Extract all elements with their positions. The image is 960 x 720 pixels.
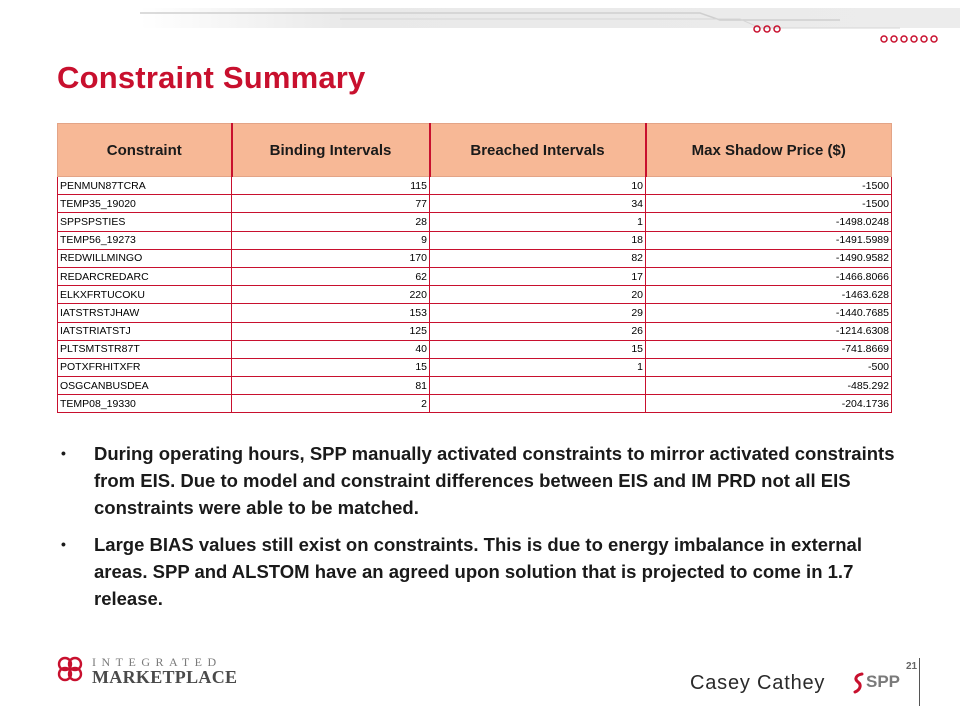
- cell-constraint: ELKXFRTUCOKU: [58, 286, 232, 304]
- cell-breached: 29: [430, 304, 646, 322]
- cell-breached: 18: [430, 231, 646, 249]
- table-row: [58, 195, 892, 213]
- cell-shadow-price: -1463.628: [646, 286, 892, 304]
- bullet-text: During operating hours, SPP manually activated constraints to mirror activated constraints from EIS. Due to model and constraint differences between EIS and IM PRD not all EIS constraints were able to be matched.: [94, 443, 895, 518]
- top-decoration: [140, 6, 960, 32]
- cell-binding: 81: [232, 377, 430, 395]
- cell-breached: 10: [430, 177, 646, 195]
- cell-binding: 115: [232, 177, 430, 195]
- cell-breached: 34: [430, 195, 646, 213]
- table-row: [58, 304, 892, 322]
- spp-logo-text: SPP: [866, 672, 901, 691]
- cell-constraint: REDARCREDARC: [58, 267, 232, 285]
- cell-binding: 2: [232, 395, 430, 413]
- logo-text-bottom: MARKETPLACE: [92, 667, 238, 687]
- cell-shadow-price: -1491.5989: [646, 231, 892, 249]
- header-breached-intervals: Breached Intervals: [430, 124, 646, 177]
- cell-constraint: PENMUN87TCRA: [58, 177, 232, 195]
- cell-binding: 77: [232, 195, 430, 213]
- bullet-dot-icon: •: [61, 445, 66, 461]
- table-row: [58, 177, 892, 195]
- integrated-marketplace-logo: [56, 655, 236, 689]
- cell-constraint: PLTSMTSTR87T: [58, 340, 232, 358]
- cell-constraint: POTXFRHITXFR: [58, 358, 232, 376]
- cell-shadow-price: -1466.8066: [646, 267, 892, 285]
- table-row: [58, 286, 892, 304]
- table-header-row: [58, 124, 892, 177]
- cell-breached: 20: [430, 286, 646, 304]
- cell-shadow-price: -1500: [646, 177, 892, 195]
- cell-binding: 9: [232, 231, 430, 249]
- table-row: [58, 322, 892, 340]
- cell-constraint: TEMP35_19020: [58, 195, 232, 213]
- table-row: [58, 213, 892, 231]
- cell-breached: 17: [430, 267, 646, 285]
- header-max-shadow-price: Max Shadow Price ($): [646, 124, 892, 177]
- spp-logo: [852, 670, 904, 696]
- cell-shadow-price: -1490.9582: [646, 249, 892, 267]
- cell-shadow-price: -1500: [646, 195, 892, 213]
- cell-breached: 26: [430, 322, 646, 340]
- constraint-table: [57, 123, 892, 413]
- cell-binding: 125: [232, 322, 430, 340]
- table-row: [58, 358, 892, 376]
- table-row: [58, 377, 892, 395]
- bullet-item: [57, 531, 897, 612]
- slide-title: Constraint Summary: [57, 60, 366, 95]
- cell-constraint: OSGCANBUSDEA: [58, 377, 232, 395]
- logo-text-top: INTEGRATED: [92, 655, 222, 669]
- spp-logo-icon: [852, 672, 866, 694]
- bullet-dot-icon: •: [61, 536, 66, 552]
- cell-binding: 153: [232, 304, 430, 322]
- cell-breached: 82: [430, 249, 646, 267]
- cell-breached: 15: [430, 340, 646, 358]
- cell-constraint: TEMP08_19330: [58, 395, 232, 413]
- cell-shadow-price: -204.1736: [646, 395, 892, 413]
- cell-binding: 28: [232, 213, 430, 231]
- cell-shadow-price: -500: [646, 358, 892, 376]
- cell-binding: 170: [232, 249, 430, 267]
- table-row: [58, 231, 892, 249]
- cell-binding: 40: [232, 340, 430, 358]
- table-row: [58, 267, 892, 285]
- integrated-marketplace-logo-icon: [56, 655, 84, 683]
- table-row: [58, 249, 892, 267]
- table-row: [58, 395, 892, 413]
- cell-shadow-price: -1498.0248: [646, 213, 892, 231]
- cell-breached: [430, 377, 646, 395]
- cell-shadow-price: -1440.7685: [646, 304, 892, 322]
- cell-constraint: IATSTRSTJHAW: [58, 304, 232, 322]
- bullet-item: [57, 440, 897, 521]
- header-constraint: Constraint: [58, 124, 232, 177]
- cell-binding: 220: [232, 286, 430, 304]
- cell-constraint: REDWILLMINGO: [58, 249, 232, 267]
- cell-constraint: TEMP56_19273: [58, 231, 232, 249]
- cell-binding: 62: [232, 267, 430, 285]
- cell-breached: 1: [430, 358, 646, 376]
- cell-breached: 1: [430, 213, 646, 231]
- cell-shadow-price: -485.292: [646, 377, 892, 395]
- header-binding-intervals: Binding Intervals: [232, 124, 430, 177]
- presenter-name: Casey Cathey: [690, 672, 826, 694]
- table-row: [58, 340, 892, 358]
- cell-breached: [430, 395, 646, 413]
- constraint-table-container: [57, 123, 891, 413]
- page-divider: [919, 658, 920, 706]
- bullet-list: [57, 440, 897, 622]
- cell-binding: 15: [232, 358, 430, 376]
- bullet-text: Large BIAS values still exist on constraints. This is due to energy imbalance in external areas. SPP and ALSTOM have an agreed upon solution that is projected to come in 1.7 release.: [94, 534, 862, 609]
- circuit-decoration-icon: [140, 6, 960, 46]
- cell-constraint: SPPSPSTIES: [58, 213, 232, 231]
- cell-constraint: IATSTRIATSTJ: [58, 322, 232, 340]
- cell-shadow-price: -741.8669: [646, 340, 892, 358]
- page-number: 21: [906, 661, 918, 672]
- cell-shadow-price: -1214.6308: [646, 322, 892, 340]
